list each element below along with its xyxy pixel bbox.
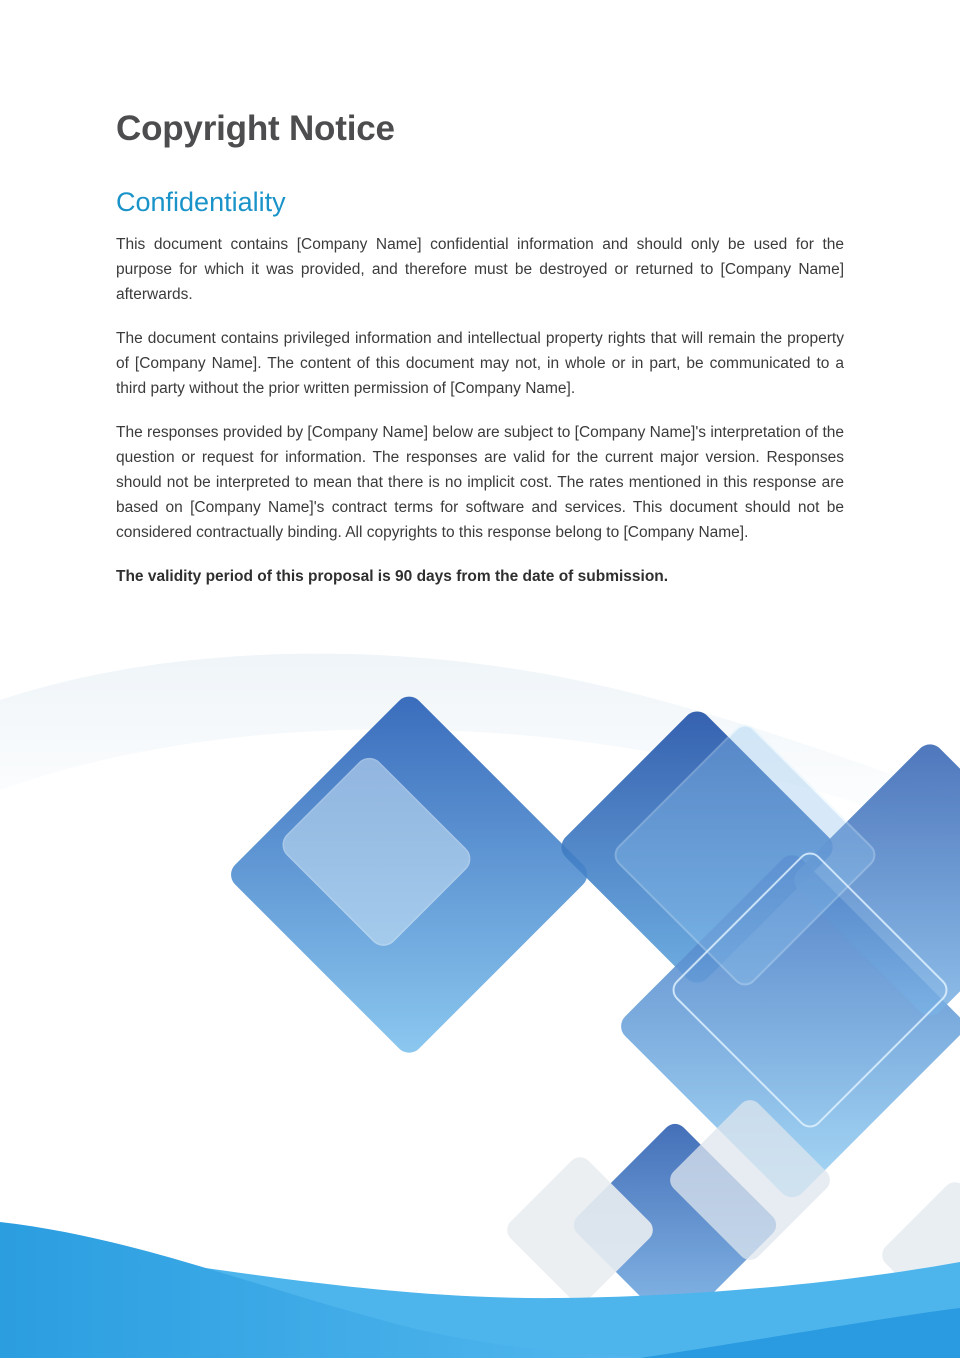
paragraph-2: The document contains privileged information and intellectual property rights that will remain the property of [Company Name]. The content of this document may not, in whole or in part, be communicated to a third party without the prior written permission of [Company Name]. xyxy=(116,330,844,397)
paragraph-3: The responses provided by [Company Name] below are subject to [Company Name]'s interpretation of the question or request for information. The responses are valid for the current major version. Responses should not be interpreted to mean that there is no implicit cost. The rates mentioned in this response are based on [Company Name]'s contract terms for software and services. This document should not be considered contractually binding. All copyrights to this response belong to [Company Name]. xyxy=(116,424,844,541)
paragraph-1: This document contains [Company Name] confidential information and should only be used for the purpose for which it was provided, and therefore must be destroyed or returned to [Company Name] afterwards. xyxy=(116,236,844,303)
validity-statement: The validity period of this proposal is 90 days from the date of submission. xyxy=(116,568,669,585)
section-heading-confidentiality: Confidentiality xyxy=(116,187,286,217)
page-title: Copyright Notice xyxy=(116,109,395,148)
document-content xyxy=(116,104,844,589)
